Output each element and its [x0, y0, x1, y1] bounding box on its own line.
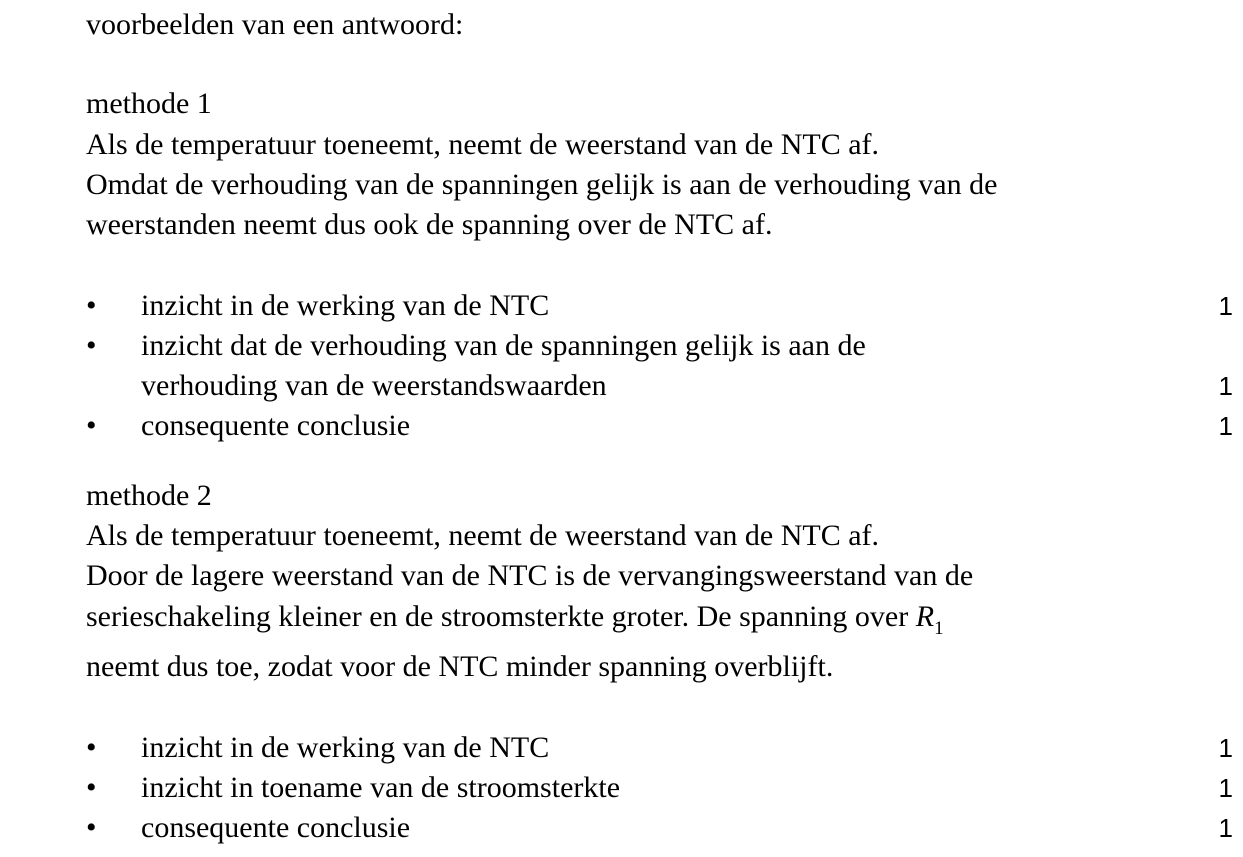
- method2-line-2: Door de lagere weerstand van de NTC is de vervangingsweerstand van de: [86, 559, 974, 592]
- bullet-icon: •: [86, 811, 97, 844]
- bullet-icon: •: [86, 771, 97, 804]
- method2-line-3-text: serieschakeling kleiner en de stroomsterkte groter. De spanning over: [86, 600, 909, 633]
- method2-line-1: Als de temperatuur toeneemt, neemt de weerstand van de NTC af.: [86, 519, 880, 552]
- resistor-symbol: $R_1$: [915, 600, 944, 639]
- method2-criterion-2: inzicht in toename van de stroomsterkte: [141, 771, 621, 804]
- method1-line-1: Als de temperatuur toeneemt, neemt de weerstand van de NTC af.: [86, 128, 880, 161]
- method2-score-2: 1: [1218, 773, 1233, 803]
- intro-text: voorbeelden van een antwoord:: [86, 8, 464, 41]
- method2-line-4: neemt dus toe, zodat voor de NTC minder spanning overblijft.: [86, 650, 834, 683]
- bullet-icon: •: [86, 731, 97, 764]
- method1-line-3: weerstanden neemt dus ook de spanning over de NTC af.: [86, 208, 773, 241]
- method1-criterion-1: inzicht in de werking van de NTC: [141, 289, 550, 322]
- method1-criterion-2-line-2: verhouding van de weerstandswaarden: [141, 369, 607, 402]
- method1-line-2: Omdat de verhouding van de spanningen gelijk is aan de verhouding van de: [86, 168, 998, 201]
- method2-score-1: 1: [1218, 733, 1233, 763]
- bullet-icon: •: [86, 289, 97, 322]
- method2-score-3: 1: [1218, 813, 1233, 843]
- method2-title: methode 2: [86, 479, 212, 512]
- method2-criterion-1: inzicht in de werking van de NTC: [141, 731, 550, 764]
- method1-title: methode 1: [86, 87, 212, 120]
- bullet-icon: •: [86, 409, 97, 442]
- method1-score-2: 1: [1218, 371, 1233, 401]
- method1-criterion-2-line-1: inzicht dat de verhouding van de spanningen gelijk is aan de: [141, 329, 866, 362]
- method1-score-3: 1: [1218, 411, 1233, 441]
- bullet-icon: •: [86, 329, 97, 362]
- method2-criterion-3: consequente conclusie: [141, 811, 411, 844]
- method2-line-3: [86, 597, 944, 649]
- method1-score-1: 1: [1218, 291, 1233, 321]
- method1-criterion-3: consequente conclusie: [141, 409, 411, 442]
